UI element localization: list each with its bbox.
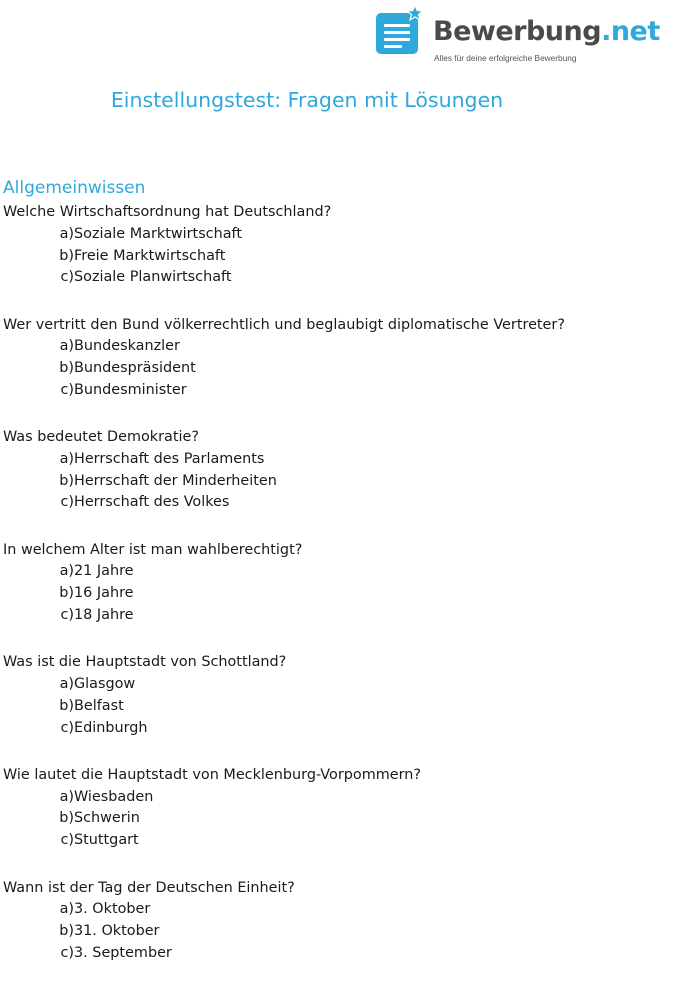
option-text: 3. September	[74, 944, 172, 961]
option-text: Freie Marktwirtschaft	[74, 247, 226, 264]
answer-option	[3, 696, 673, 718]
option-text: 31. Oktober	[74, 923, 160, 940]
question-block	[3, 315, 673, 402]
question-block	[3, 878, 673, 965]
question-text: Welche Wirtschaftsordnung hat Deutschland?	[3, 204, 332, 220]
option-text: 3. Oktober	[74, 901, 151, 918]
answer-option	[3, 674, 673, 696]
question-text: In welchem Alter ist man wahlberechtigt?	[3, 541, 303, 558]
option-letter: b)	[59, 247, 74, 264]
brand-name	[433, 16, 660, 48]
document-title: Einstellungstest: Fragen mit Lösungen	[110, 88, 504, 112]
question-block	[3, 202, 673, 289]
brand-main: Bewerbung	[433, 16, 602, 47]
answer-options	[3, 561, 673, 626]
option-letter: a)	[59, 338, 74, 355]
answer-option	[3, 449, 673, 471]
answer-option	[3, 830, 673, 852]
answer-option	[3, 605, 673, 627]
answer-option	[3, 787, 673, 809]
option-letter: b)	[59, 810, 74, 827]
option-text: Stuttgart	[74, 832, 139, 849]
option-letter: a)	[59, 563, 74, 580]
answer-option	[3, 718, 673, 740]
question-block	[3, 765, 673, 852]
answer-option	[3, 943, 673, 965]
option-text: Bundeskanzler	[74, 338, 180, 355]
answer-options	[3, 449, 673, 514]
brand-tld: .net	[601, 16, 660, 47]
answer-option	[3, 358, 673, 380]
answer-option	[3, 224, 673, 246]
option-letter: c)	[60, 381, 74, 398]
answer-options	[3, 674, 673, 739]
option-letter: c)	[60, 719, 74, 736]
option-letter: b)	[59, 585, 74, 602]
option-text: Bundesminister	[74, 381, 187, 398]
answer-option	[3, 921, 673, 943]
question-list	[3, 202, 673, 965]
option-letter: a)	[59, 676, 74, 693]
option-letter: a)	[59, 450, 74, 467]
option-text: 16 Jahre	[74, 585, 134, 602]
question-block	[3, 652, 673, 739]
option-text: Glasgow	[74, 676, 136, 693]
answer-option	[3, 336, 673, 358]
answer-option	[3, 583, 673, 605]
option-letter: b)	[59, 360, 74, 377]
option-letter: c)	[60, 269, 74, 286]
option-text: Herrschaft des Volkes	[74, 494, 230, 511]
option-text: Schwerin	[74, 810, 140, 827]
option-text: 18 Jahre	[74, 607, 134, 624]
answer-options	[3, 336, 673, 401]
option-letter: a)	[59, 788, 74, 805]
option-text: Bundespräsident	[74, 360, 196, 377]
answer-options	[3, 787, 673, 852]
option-letter: a)	[59, 901, 74, 918]
option-letter: a)	[59, 225, 74, 242]
document-list-icon	[375, 4, 427, 56]
option-letter: c)	[60, 832, 74, 849]
question-text: Wer vertritt den Bund völkerrechtlich und beglaubigt diplomatische Vertreter?	[3, 316, 565, 333]
option-text: Herrschaft der Minderheiten	[74, 472, 277, 489]
option-text: Herrschaft des Parlaments	[74, 450, 265, 467]
option-text: Soziale Marktwirtschaft	[74, 225, 242, 242]
answer-option	[3, 492, 673, 514]
option-letter: c)	[60, 944, 74, 961]
option-letter: b)	[59, 697, 74, 714]
answer-option	[3, 267, 673, 289]
option-letter: b)	[59, 472, 74, 489]
question-block	[3, 427, 673, 514]
section-heading: Allgemeinwissen	[3, 178, 146, 198]
option-text: 21 Jahre	[74, 563, 134, 580]
question-text: Wie lautet die Hauptstadt von Mecklenburg-Vorpommern?	[3, 766, 422, 783]
question-block	[3, 540, 673, 627]
answer-options	[3, 899, 673, 964]
document-content	[3, 175, 673, 990]
option-letter: b)	[59, 923, 74, 940]
answer-options	[3, 224, 673, 289]
brand-tagline: Alles für deine erfolgreiche Bewerbung	[434, 53, 577, 63]
option-text: Wiesbaden	[74, 788, 154, 805]
question-text: Was bedeutet Demokratie?	[3, 429, 199, 446]
option-text: Soziale Planwirtschaft	[74, 269, 232, 286]
answer-option	[3, 899, 673, 921]
answer-option	[3, 561, 673, 583]
brand-logo[interactable]	[375, 4, 681, 66]
question-text: Was ist die Hauptstadt von Schottland?	[3, 654, 287, 671]
question-text: Wann ist der Tag der Deutschen Einheit?	[3, 879, 295, 896]
answer-option	[3, 471, 673, 493]
answer-option	[3, 380, 673, 402]
option-text: Edinburgh	[74, 719, 148, 736]
option-letter: c)	[60, 607, 74, 624]
option-letter: c)	[60, 494, 74, 511]
answer-option	[3, 808, 673, 830]
answer-option	[3, 246, 673, 268]
option-text: Belfast	[74, 697, 124, 714]
